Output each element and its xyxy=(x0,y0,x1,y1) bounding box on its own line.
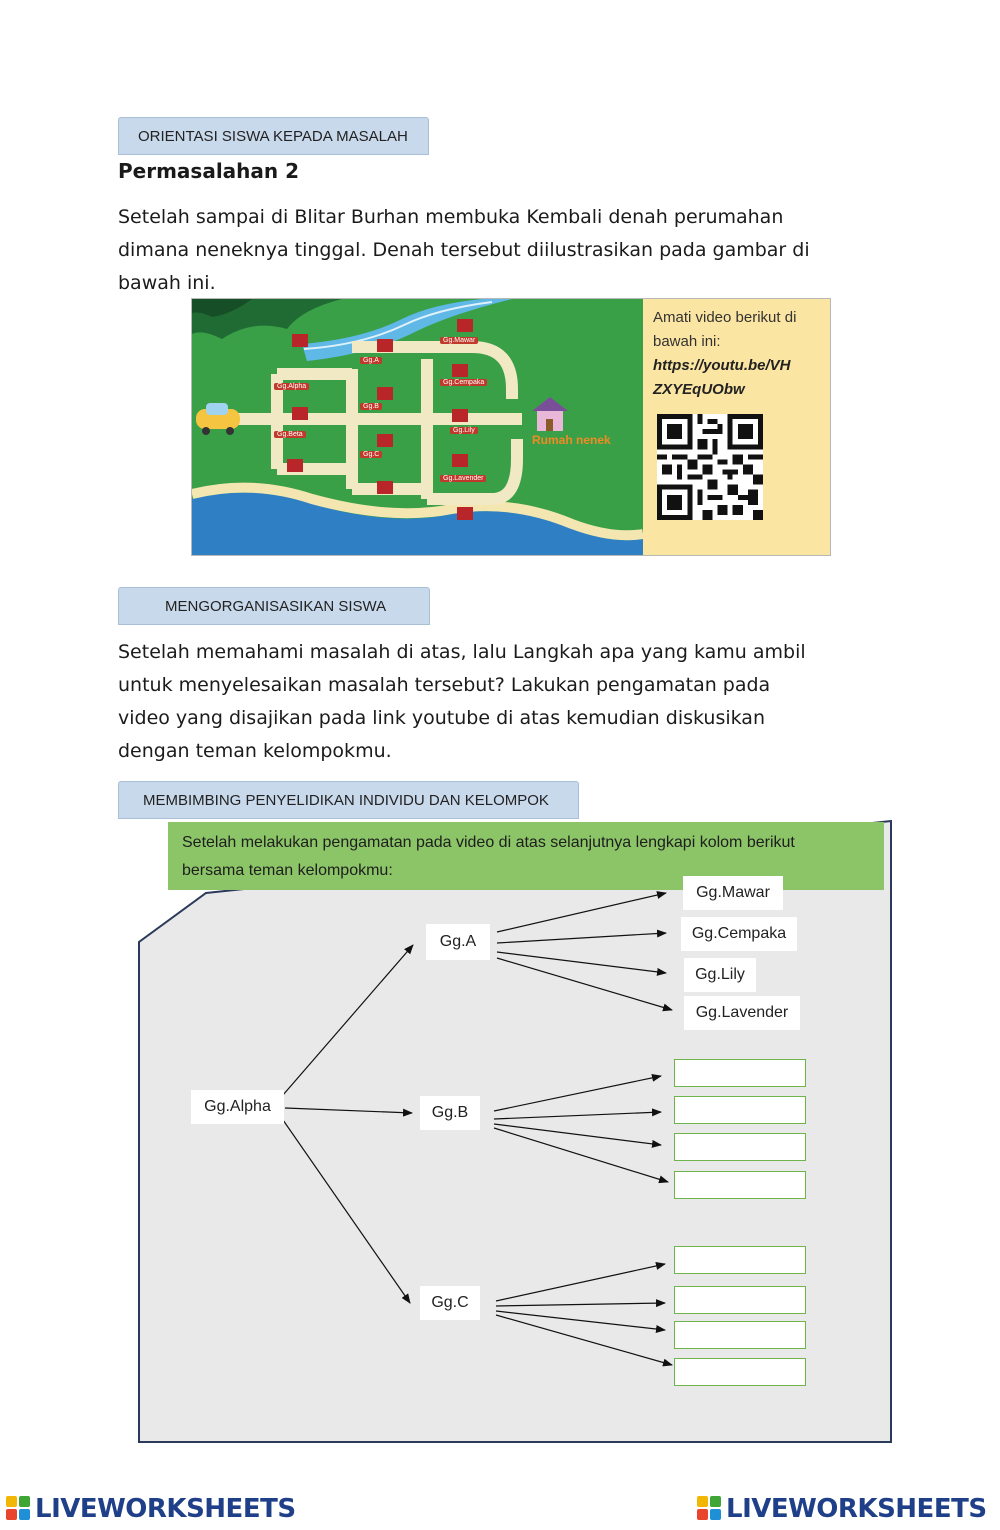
instruction-line: Setelah melakukan pengamatan pada video di atas selanjutnya lengkapi kolom berikut xyxy=(182,834,795,851)
answer-input[interactable] xyxy=(675,1172,805,1198)
map-street-label: Gg.Alpha xyxy=(274,383,309,390)
node-root: Gg.Alpha xyxy=(191,1090,284,1124)
node-branch-b: Gg.B xyxy=(420,1096,480,1130)
answer-input[interactable] xyxy=(675,1322,805,1348)
instruction-line: bersama teman kelompokmu: xyxy=(182,862,393,879)
destination-label: Rumah nenek xyxy=(532,433,611,447)
paragraph-line: dengan teman kelompokmu. xyxy=(118,740,392,762)
node-branch-a: Gg.A xyxy=(426,924,490,960)
problem-heading: Permasalahan 2 xyxy=(118,159,300,183)
answer-box-b[interactable] xyxy=(674,1133,806,1161)
section-tab-label: MENGORGANISASIKAN SISWA xyxy=(165,597,387,615)
map-street-label: Gg.Lily xyxy=(450,427,478,434)
paragraph-line: dimana neneknya tinggal. Denah tersebut diilustrasikan pada gambar di xyxy=(118,239,810,261)
section-tab-label: MEMBIMBING PENYELIDIKAN INDIVIDU DAN KELOMPOK xyxy=(143,791,549,809)
paragraph-line: Setelah memahami masalah di atas, lalu Langkah apa yang kamu ambil xyxy=(118,641,806,663)
map-street-label: Gg.B xyxy=(360,403,382,410)
paragraph-line: bawah ini. xyxy=(118,272,216,294)
paragraph-line: video yang disajikan pada link youtube di atas kemudian diskusikan xyxy=(118,707,765,729)
answer-box-b[interactable] xyxy=(674,1171,806,1199)
liveworksheets-logo-right[interactable] xyxy=(697,1494,987,1524)
logo-text: LIVEWORKSHEETS xyxy=(35,1494,296,1524)
answer-input[interactable] xyxy=(675,1134,805,1160)
map-street-label: Gg.Lavender xyxy=(440,475,486,482)
section-tab-label: ORIENTASI SISWA KEPADA MASALAH xyxy=(138,127,408,145)
liveworksheets-logo-left[interactable] xyxy=(6,1494,296,1524)
logo-text: LIVEWORKSHEETS xyxy=(726,1494,987,1524)
answer-input[interactable] xyxy=(675,1359,805,1385)
node-leaf-a: Gg.Lily xyxy=(684,958,756,992)
map-street-label: Gg.Cempaka xyxy=(440,379,487,386)
youtube-link[interactable]: ZXYEqUObw xyxy=(653,381,745,398)
answer-input[interactable] xyxy=(675,1060,805,1086)
answer-box-c[interactable] xyxy=(674,1246,806,1274)
answer-box-c[interactable] xyxy=(674,1286,806,1314)
liveworksheets-mark-icon xyxy=(6,1496,32,1522)
youtube-link[interactable]: https://youtu.be/VH xyxy=(653,357,791,374)
answer-input[interactable] xyxy=(675,1097,805,1123)
answer-box-b[interactable] xyxy=(674,1059,806,1087)
answer-input[interactable] xyxy=(675,1247,805,1273)
panel-text: Amati video berikut di xyxy=(653,309,797,326)
node-leaf-a: Gg.Cempaka xyxy=(681,917,797,951)
answer-box-b[interactable] xyxy=(674,1096,806,1124)
paragraph-line: Setelah sampai di Blitar Burhan membuka Kembali denah perumahan xyxy=(118,206,784,228)
panel-text: bawah ini: xyxy=(653,333,721,350)
map-street-label: Gg.A xyxy=(360,357,382,364)
map-street-label: Gg.Beta xyxy=(274,431,306,438)
node-branch-c: Gg.C xyxy=(420,1286,480,1320)
map-street-label: Gg.Mawar xyxy=(440,337,478,344)
answer-box-c[interactable] xyxy=(674,1358,806,1386)
paragraph-line: untuk menyelesaikan masalah tersebut? Lakukan pengamatan pada xyxy=(118,674,771,696)
liveworksheets-mark-icon xyxy=(697,1496,723,1522)
map-street-label: Gg.C xyxy=(360,451,382,458)
answer-input[interactable] xyxy=(675,1287,805,1313)
node-leaf-a: Gg.Mawar xyxy=(683,876,783,910)
answer-box-c[interactable] xyxy=(674,1321,806,1349)
node-leaf-a: Gg.Lavender xyxy=(684,996,800,1030)
